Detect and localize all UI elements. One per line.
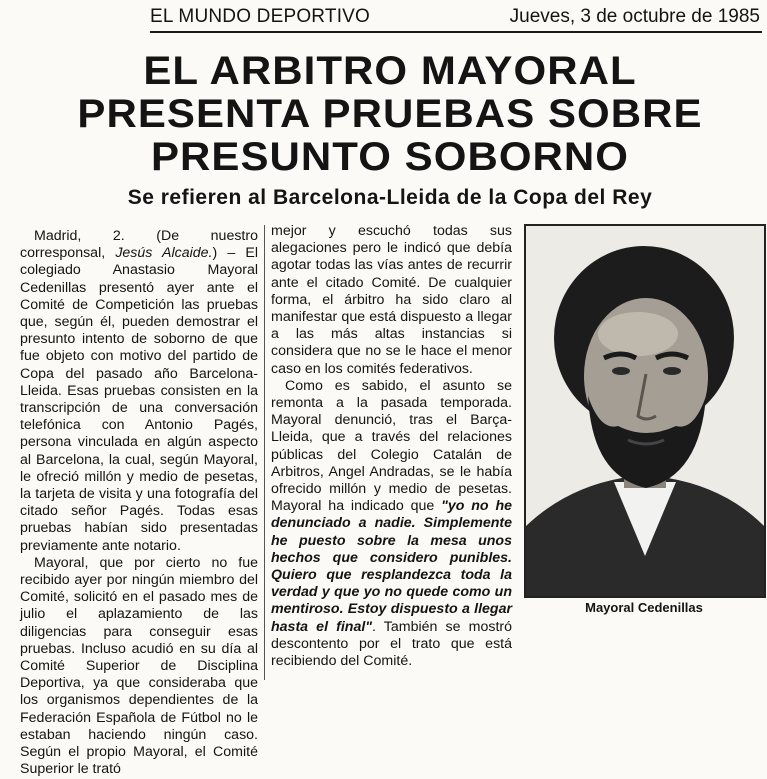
newspaper-name: EL MUNDO DEPORTIVO — [150, 6, 371, 27]
article-column-2 — [271, 223, 512, 670]
headline — [65, 50, 716, 179]
headline-line: PRESENTA PRUEBAS SOBRE — [77, 92, 703, 136]
article-paragraph — [271, 378, 512, 670]
column-divider — [264, 225, 265, 680]
subheadline: Se refieren al Barcelona-Lleida de la Copa del Rey — [127, 186, 653, 209]
portrait-image — [526, 226, 764, 596]
article-paragraph: Mayoral, que por cierto no fue recibido ayer por ningún miembro del Comité, solicitó en el pasado mes de julio el aplazamiento de las diligencias para conseguir esas pruebas. Incluso acudió en su día al Comité Superior de Disciplina Deportiva, ya que consideraba que los organismos dependientes de la Federación Española de Fútbol no le estaban haciendo ningún caso. Según el propio Mayoral, el Comité Superior le trató — [20, 554, 258, 778]
quote: "yo no he denunciado a nadie. Simplemente he puesto sobre la mesa unos hechos que considero punibles. Quiero que resplandezca toda la verdad y que yo no quede como un mentiroso. Estoy dispuesto a llegar hasta el final" — [271, 498, 512, 635]
headline-line: EL ARBITRO MAYORAL — [143, 49, 637, 93]
masthead — [150, 6, 760, 32]
dateline: Madrid, 2. (De nuestro corresponsal, — [20, 228, 258, 262]
byline: Jesús Alcaide. — [115, 245, 213, 262]
masthead-rule — [150, 31, 762, 33]
paragraph-text: . También se mostró descontento por el trato que está recibiendo del Comité. — [271, 618, 512, 670]
paragraph-text: ) – El colegiado Anastasio Mayoral Cedenillas presentó ayer ante el Comité de Competición las pruebas que, según él, pueden demostrar el presunto intento de soborno de que fue objeto con motivo del partido de Copa del pasado año Barcelona-Lleida. Esas pruebas consisten en la transcripción de una conversación telefónica con Antonio Pagés, persona vinculada en algún aspecto al Barcelona, la cual, según Mayoral, le ofreció millón y medio de pesetas, la tarjeta de visita y una fotografía del citado señor Pagés. Todas esas pruebas habían sido presentadas previamente ante notario. — [20, 245, 258, 554]
article-paragraph — [20, 228, 258, 555]
issue-date: Jueves, 3 de octubre de 1985 — [509, 6, 760, 27]
portrait-photo — [524, 224, 766, 598]
article-column-1 — [20, 228, 258, 779]
article-paragraph: mejor y escuchó todas sus alegaciones pero le indicó que debía agotar todas las vías antes de recurrir ante el citado Comité. De cualquier forma, el árbitro ha sido claro al manifestar que está dispuesto a llegar a las más altas instancias si considera que no se le hace el menor caso en los comités federativos. — [271, 223, 512, 377]
paragraph-text: Como es sabido, el asunto se remonta a la pasada temporada. Mayoral denunció, tras el Barça-Lleida, que a través del relaciones públicas del Colegio Catalán de Arbitros, Angel Andradas, se le había ofrecido millón y medio de pesetas. Mayoral ha indicado que — [271, 377, 512, 515]
headline-line: PRESUNTO SOBORNO — [150, 135, 630, 179]
photo-caption: Mayoral Cedenillas — [585, 600, 703, 615]
